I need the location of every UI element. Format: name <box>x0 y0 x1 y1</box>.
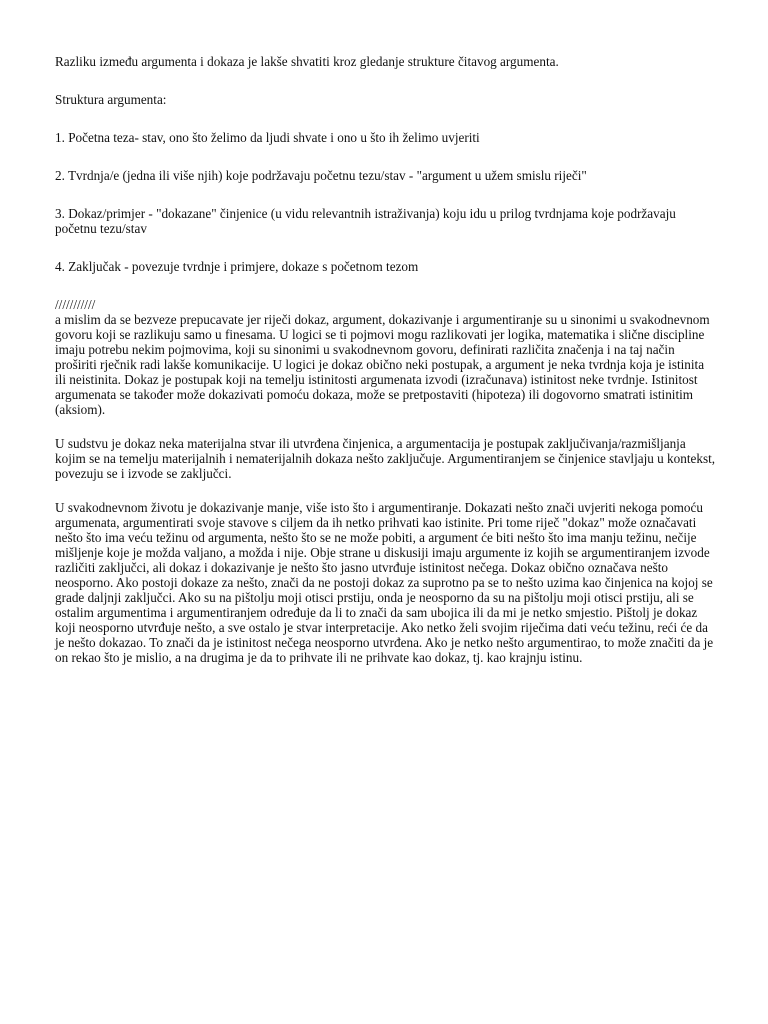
body-paragraph-2: U sudstvu je dokaz neka materijalna stvar ili utvrđena činjenica, a argumentacija je postupak zaključivanja/razmišljanja kojim se na temelju materijalnih i nematerijalnih dokaza nešto zaključuje. Argumentiranjem se činjenice stavljaju u kontekst, povezuju se i izvode se zaključci. <box>55 436 716 481</box>
structure-item-2: 2. Tvrdnja/e (jedna ili više njih) koje podržavaju početnu tezu/stav - "argument u užem smislu riječi" <box>55 168 587 183</box>
separator-line: /////////// <box>55 297 96 312</box>
structure-item-4: 4. Zaključak - povezuje tvrdnje i primjere, dokaze s početnom tezom <box>55 259 419 274</box>
intro-paragraph: Razliku između argumenta i dokaza je lakše shvatiti kroz gledanje strukture čitavog argumenta. <box>55 54 559 69</box>
structure-heading: Struktura argumenta: <box>55 92 167 107</box>
structure-item-3: 3. Dokaz/primjer - "dokazane" činjenice (u vidu relevantnih istraživanja) koju idu u prilog tvrdnjama koje podržavaju početnu tezu/stav <box>55 206 676 236</box>
document-body <box>55 54 717 688</box>
body-paragraph-3: U svakodnevnom životu je dokazivanje manje, više isto što i argumentiranje. Dokazati nešto znači uvjeriti nekoga pomoću argumenata, argumentirati svoje stavove s ciljem da ih netko prihvati kao istinite. Pri tome riječ "dokaz" može označavati nešto što ima veću težinu od argumenta, nešto što se ne može pobiti, a argument će biti nešto što ima manju težinu, nečije mišljenje koje je možda valjano, a možda i nije. Obje strane u diskusiji imaju argumente iz kojih se argumentiranjem izvode različiti zaključci, ali dokaz i dokazivanje je nešto što jasno utvrđuje istinitost nečega. Dokaz obično označava nešto neosporno. Ako postoji dokaze za nešto, znači da ne postoji dokaz za suprotno pa se to nešto uzima kao činjenica na kojoj se grade daljnji zaključci. Ako su na pištolju moji otisci prstiju, onda je neosporno da su na pištolju moji otisci prstiju, ali se ostalim argumentima i argumentiranjem određuje da li to znači da sam ubojica ili da mi je netko smjestio. Pištolj je dokaz koji neosporno utvrđuje nešto, a sve ostalo je stvar interpretacije. Ako netko želi svojim riječima dati veću težinu, reći će da je nešto dokazao. To znači da je istinitost nečega neosporno utvrđena. Ako je netko nešto argumentirao, to može značiti da je on rekao što je mislio, a na drugima je da to prihvate ili ne prihvate kao dokaz, tj. kao krajnju istinu. <box>55 500 714 665</box>
body-paragraph-1: a mislim da se bezveze prepucavate jer riječi dokaz, argument, dokazivanje i argumentiranje su u sinonimi u svakodnevnom govoru koji se razlikuju samo u finesama. U logici se ti pojmovi mogu razlikovati jer logika, matematika i slične discipline imaju potrebu nekim pojmovima, koji su sinonimi u svakodnevnom govoru, definirati različita značenja i na taj način proširiti rječnik radi lakše komunikacije. U logici je dokaz obično neki postupak, a argument je neka tvrdnja koja je istinita ili neistinita. Dokaz je postupak koji na temelju istinitosti argumenata izvodi (izračunava) istinitost neke tvrdnje. Istinitost argumenata se također može dokazivati pomoću dokaza, može se pretpostaviti (hipoteza) ili dogovorno smatrati istinitim (aksiom). <box>55 312 710 417</box>
structure-item-1: 1. Početna teza- stav, ono što želimo da ljudi shvate i ono u što ih želimo uvjeriti <box>55 130 480 145</box>
